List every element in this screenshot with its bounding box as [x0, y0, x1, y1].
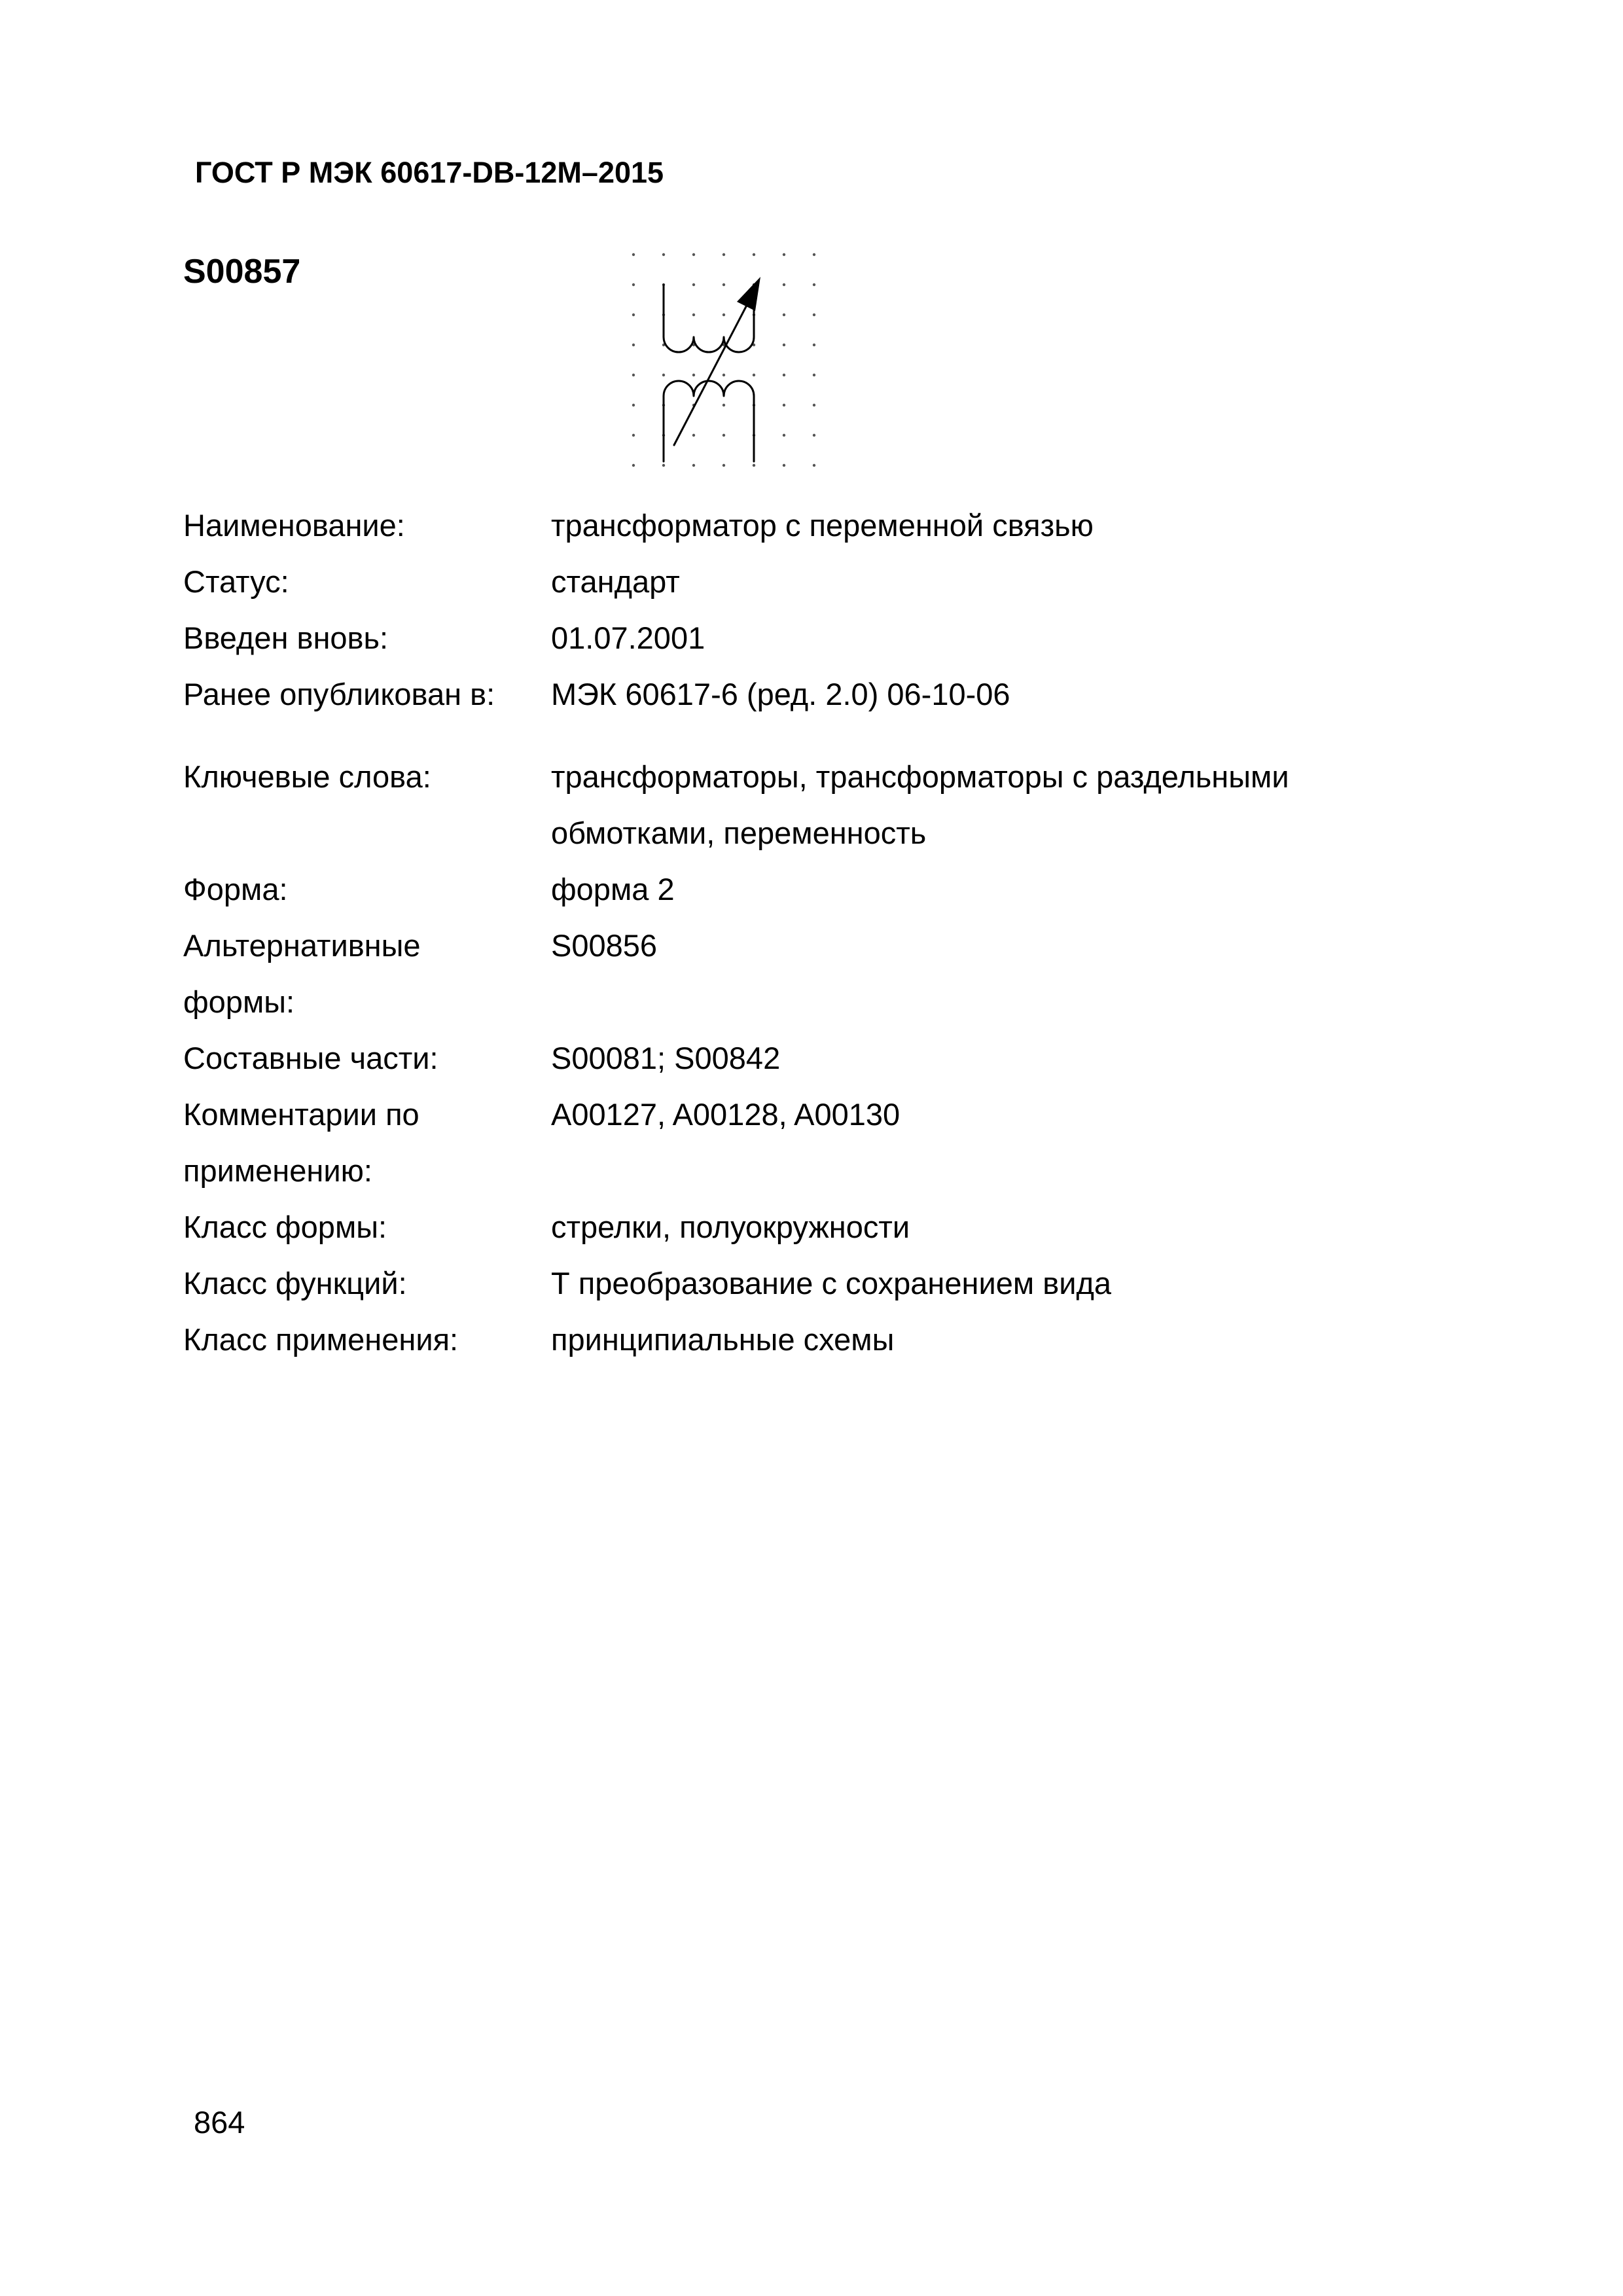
grid-dot	[753, 464, 755, 467]
grid-dot	[722, 314, 725, 316]
property-row	[183, 861, 1427, 918]
property-label: Введен вновь:	[183, 620, 389, 655]
grid-dot	[632, 314, 635, 316]
property-label: Ключевые слова:	[183, 759, 431, 794]
grid-dot	[632, 283, 635, 286]
property-value: A00127, A00128, A00130	[551, 1097, 901, 1132]
grid-dot	[692, 434, 695, 437]
symbol-code: S00857	[183, 253, 301, 291]
document-header: ГОСТ Р МЭК 60617-DB-12M–2015	[195, 156, 664, 189]
grid-dot	[692, 314, 695, 316]
property-label: Класс функций:	[183, 1266, 407, 1300]
property-label: формы:	[183, 984, 295, 1019]
grid-dot	[783, 344, 785, 346]
property-label: Составные части:	[183, 1041, 438, 1075]
property-value: S00081; S00842	[551, 1041, 781, 1075]
property-row	[183, 1199, 1427, 1255]
grid-dot	[722, 464, 725, 467]
grid-dot	[753, 374, 755, 376]
property-value: 01.07.2001	[551, 620, 705, 655]
grid-dot	[632, 253, 635, 256]
grid-dot	[783, 434, 785, 437]
property-value: МЭК 60617-6 (ред. 2.0) 06-10-06	[551, 677, 1010, 711]
property-label: Альтернативные	[183, 928, 421, 963]
property-row	[183, 1312, 1427, 1368]
property-row	[183, 1143, 1427, 1199]
property-row	[183, 749, 1427, 805]
property-row	[183, 918, 1427, 974]
grid-dot	[722, 374, 725, 376]
property-row	[183, 1030, 1427, 1086]
grid-dot	[813, 314, 815, 316]
grid-dot	[722, 253, 725, 256]
property-label: Ранее опубликован в:	[183, 677, 495, 711]
property-row	[183, 497, 1427, 554]
grid-dot	[632, 404, 635, 406]
property-label	[183, 805, 551, 861]
property-value: трансформаторы, трансформаторы с раздельными	[551, 759, 1289, 794]
grid-dot	[692, 283, 695, 286]
grid-dot	[632, 374, 635, 376]
grid-dot	[722, 434, 725, 437]
grid-dot	[692, 374, 695, 376]
property-label: Форма:	[183, 872, 288, 906]
grid-dot	[692, 253, 695, 256]
property-row	[183, 805, 1427, 861]
grid-dot	[783, 464, 785, 467]
properties-table	[183, 497, 1427, 1368]
grid-dot	[813, 344, 815, 346]
property-value: стандарт	[551, 564, 680, 599]
grid-dot	[813, 253, 815, 256]
property-row	[183, 974, 1427, 1030]
grid-dot	[632, 464, 635, 467]
grid-dot	[783, 314, 785, 316]
property-value: обмотками, переменность	[551, 816, 927, 850]
property-row	[183, 666, 1427, 723]
symbol-figure	[615, 245, 825, 494]
property-label: применению:	[183, 1153, 372, 1188]
grid-dot	[753, 253, 755, 256]
grid-dot	[783, 253, 785, 256]
property-value: стрелки, полуокружности	[551, 1210, 910, 1244]
property-value	[551, 1143, 1427, 1199]
grid-dot	[783, 374, 785, 376]
property-value: форма 2	[551, 872, 675, 906]
grid-dot	[632, 344, 635, 346]
property-label: Статус:	[183, 564, 289, 599]
page-number: 864	[194, 2105, 245, 2140]
grid-dot	[692, 464, 695, 467]
grid-dot	[662, 253, 665, 256]
property-value: S00856	[551, 928, 658, 963]
grid-dot	[813, 404, 815, 406]
property-row	[183, 1086, 1427, 1143]
property-value	[551, 974, 1427, 1030]
grid-dot	[662, 374, 665, 376]
property-value: принципиальные схемы	[551, 1322, 895, 1357]
grid-dot	[813, 374, 815, 376]
grid-dot	[813, 434, 815, 437]
variable-coupling-transformer-symbol-icon	[615, 245, 825, 494]
grid-dot	[813, 283, 815, 286]
grid-dot	[783, 283, 785, 286]
property-row	[183, 610, 1427, 666]
grid-dot	[632, 434, 635, 437]
property-label: Комментарии по	[183, 1097, 419, 1132]
property-row	[183, 1255, 1427, 1312]
grid-dot	[662, 464, 665, 467]
property-label: Наименование:	[183, 508, 405, 543]
grid-dot	[783, 404, 785, 406]
grid-dot	[722, 283, 725, 286]
grid-dot	[813, 464, 815, 467]
property-value: трансформатор с переменной связью	[551, 508, 1094, 543]
grid-dot	[722, 404, 725, 406]
property-label: Класс применения:	[183, 1322, 459, 1357]
property-label: Класс формы:	[183, 1210, 387, 1244]
property-value: Т преобразование с сохранением вида	[551, 1266, 1112, 1300]
property-row	[183, 554, 1427, 610]
